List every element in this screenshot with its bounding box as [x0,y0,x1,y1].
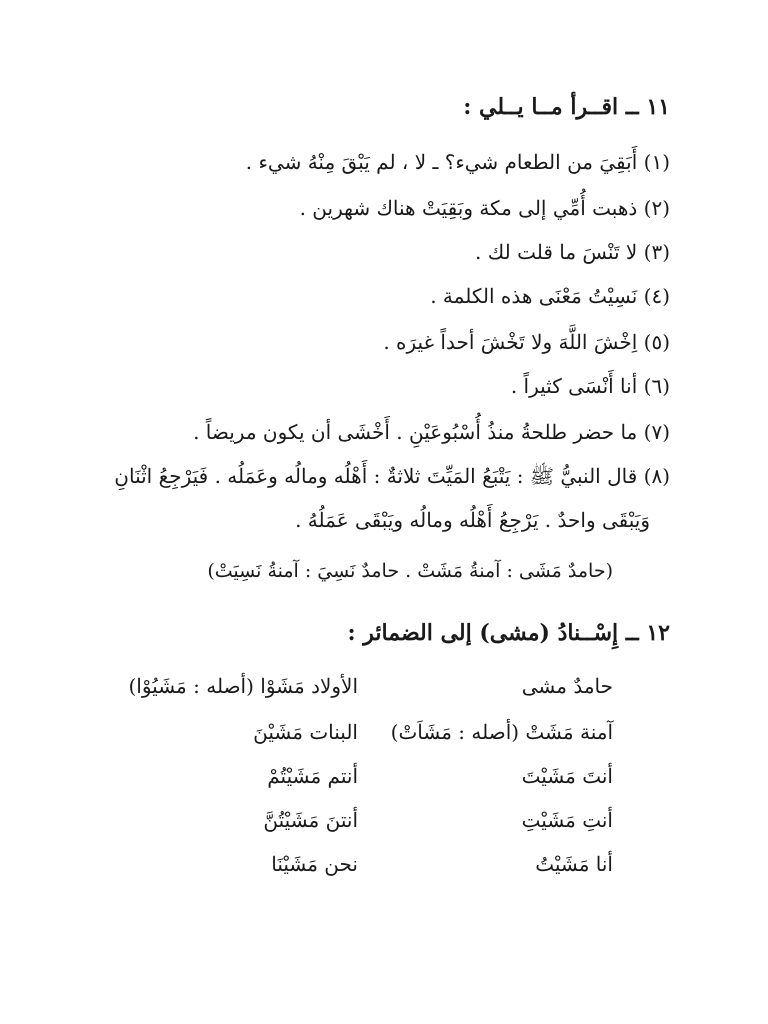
conjugation-right-1: حامدٌ مشى [521,674,613,698]
sentence-2: (٢) ذهبت أُمِّي إلى مكة وبَقِيَتْ هناك شهرين . [299,196,670,220]
sentence-1: (١) أَبَقِيَ من الطعام شيء؟ ـ لا ، لم يَبْقَ مِنْهُ شيء . [245,150,670,174]
sentence-8-line-1: (٨) قال النبيُّ ﷺ : يَتْبَعُ المَيِّتَ ثلاثةٌ : أَهْلُه ومالُه وعَمَلُه . فَيَرْجِعُ اثْنَانِ [114,464,670,488]
conjugation-right-2: آمنة مَشَتْ (أصله : مَشَاَتْ) [390,720,613,744]
sentence-6: (٦) أنا أَنْسَى كثيراً . [510,374,670,398]
conjugation-left-3: أنتم مَشَيْتُمْ [267,764,358,788]
conjugation-left-1: الأولاد مَشَوْا (أصله : مَشَيُوْا) [128,674,358,698]
section-11-heading: ١١ ــ اقــرأ مــا يــلي : [463,94,670,120]
conjugation-left-5: نحن مَشَيْنَا [271,852,358,876]
conjugation-left-2: البنات مَشَيْنَ [253,720,358,744]
conjugation-right-3: أنتَ مَشَيْتَ [521,764,613,788]
section-11-note: (حامدٌ مَشَى : آمنةُ مَشَتْ . حامدٌ نَسِيَ : آمنةُ نَسِيَتْ) [207,560,613,582]
sentence-4: (٤) نَسِيْتُ مَعْنَى هذه الكلمة . [430,284,670,308]
conjugation-left-4: أنتنَ مَشَيْتُنَّ [263,808,358,832]
sentence-7: (٧) ما حضر طلحةُ منذُ أُسْبُوعَيْنِ . أَخْشَى أن يكون مريضاً . [193,420,670,444]
conjugation-right-5: أنا مَشَيْتُ [535,852,613,876]
sentence-8-line-2: وَيَبْقَى واحدٌ . يَرْجِعُ أَهْلُه ومالُه ويَبْقَى عَمَلُهُ . [295,508,650,532]
section-12-heading: ١٢ ــ إِسْــنادُ (مشى) إلى الضمائر : [347,620,670,646]
sentence-3: (٣) لا تَنْسَ ما قلت لك . [475,240,670,264]
sentence-5: (٥) اِخْشَ اللَّهَ ولا تَخْشَ أحداً غيرَه . [383,330,670,354]
conjugation-right-4: أنتِ مَشَيْتِ [521,808,613,832]
